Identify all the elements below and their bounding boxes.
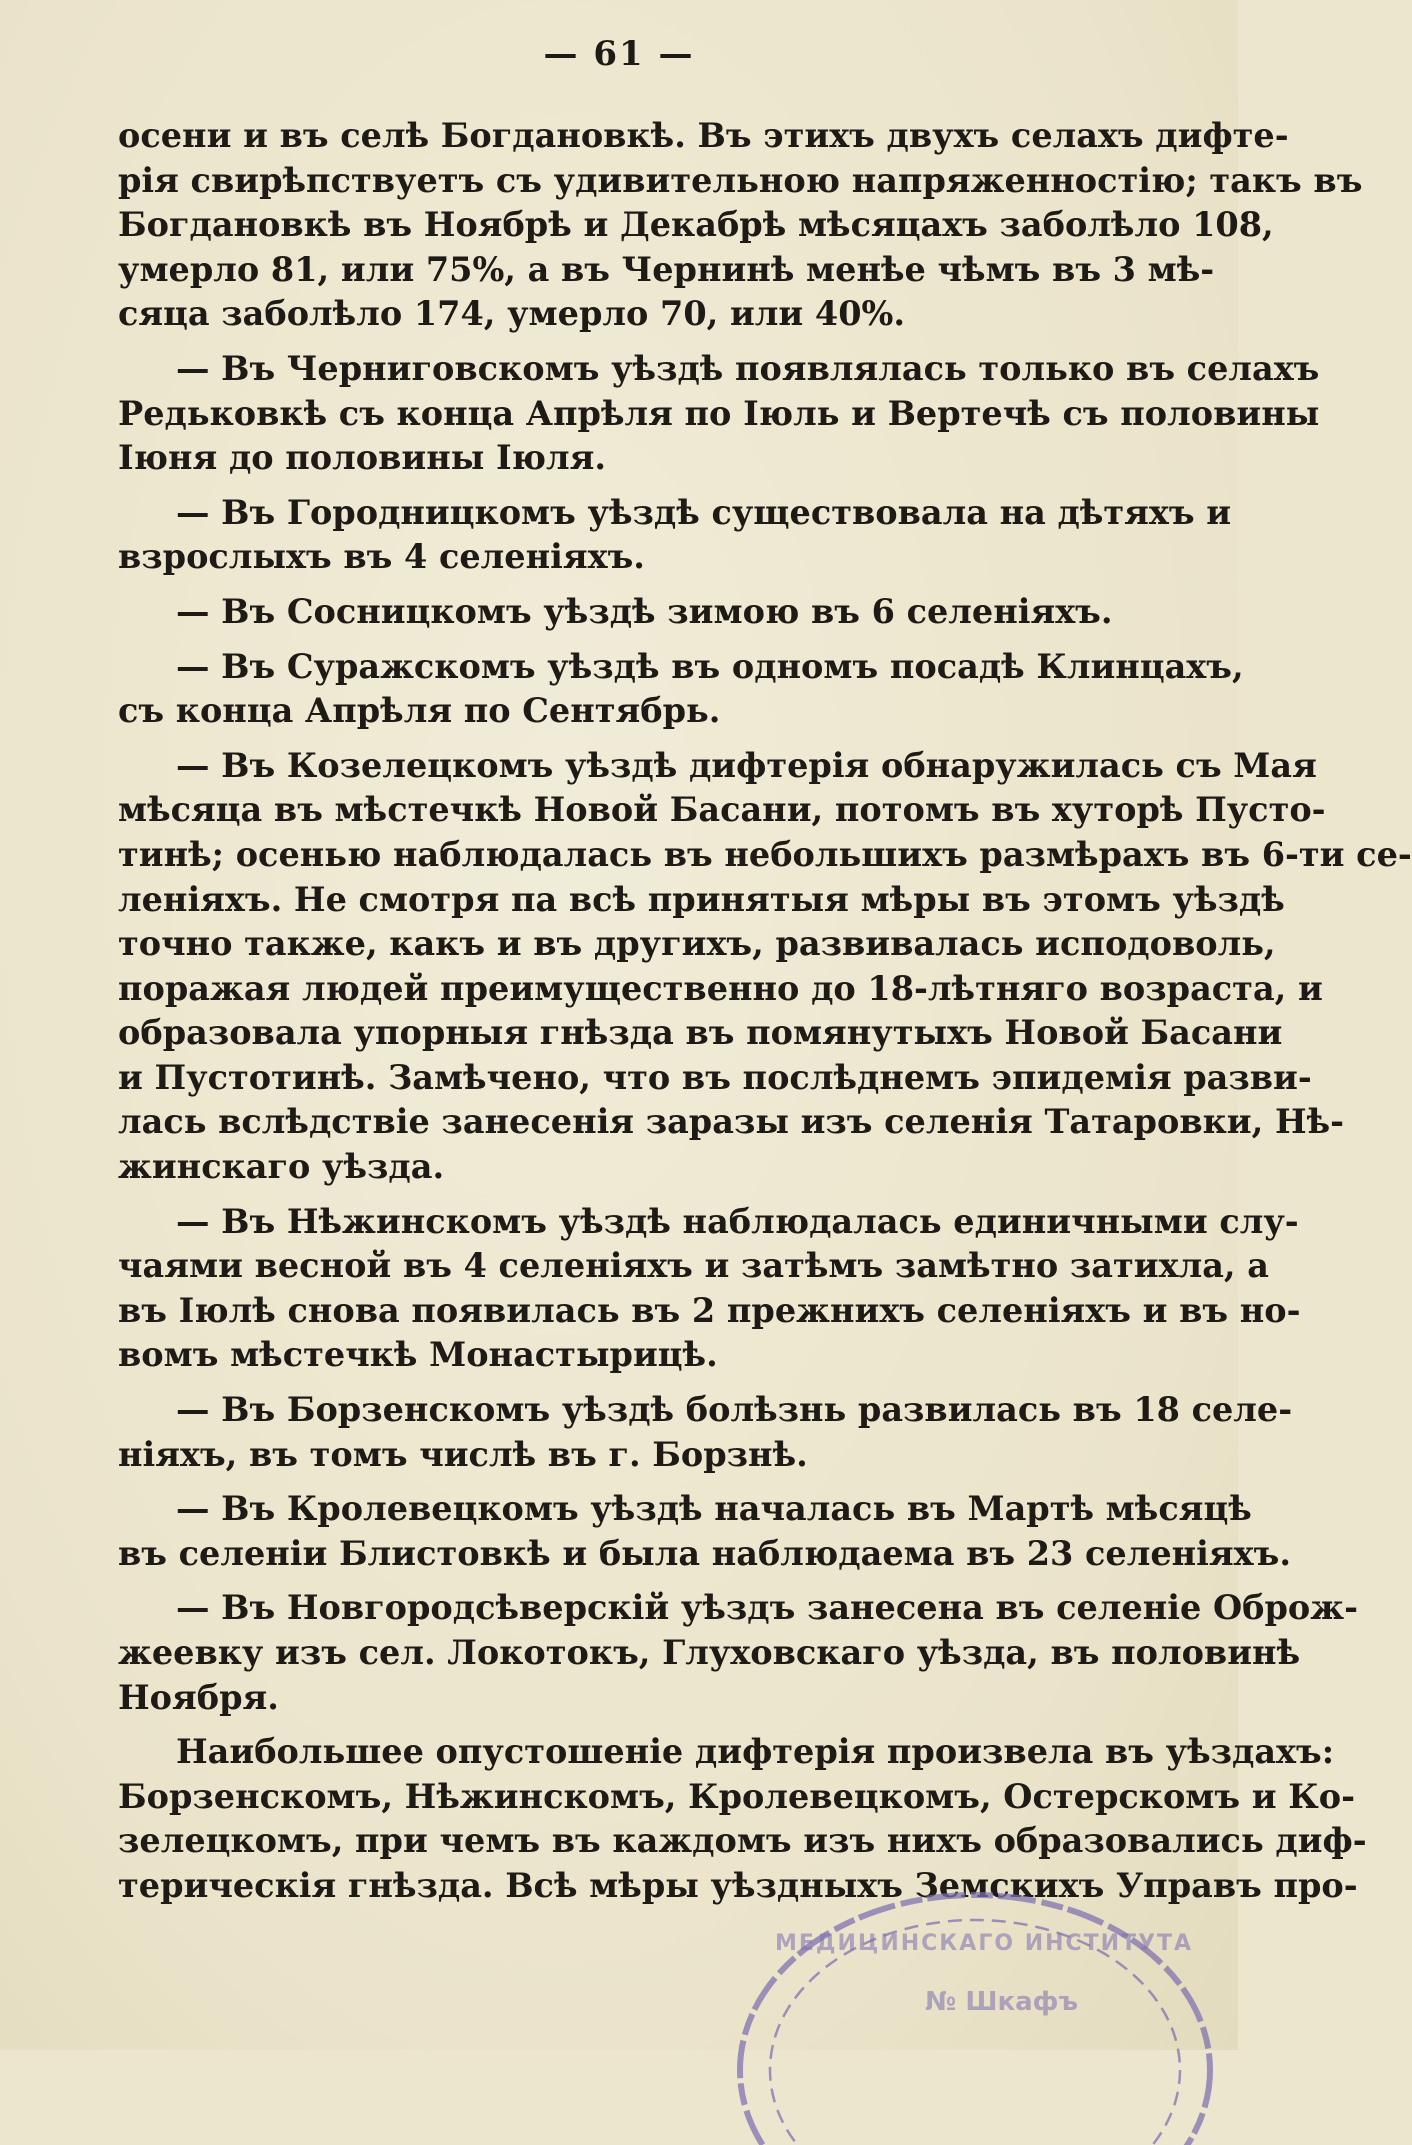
text-line: ніяхъ, въ томъ числѣ въ г. Борзнѣ. xyxy=(118,1434,808,1474)
text-line: жеевку изъ сел. Локотокъ, Глуховскаго уѣзда, въ половинѣ xyxy=(118,1633,1301,1672)
text-line: терическія гнѣзда. Всѣ мѣры уѣздныхъ Земскихъ Управъ про- xyxy=(118,1865,1358,1905)
text-line: лась вслѣдствіе занесенія заразы изъ селенія Татаровки, Нѣ- xyxy=(118,1102,1345,1142)
text-line: зелецкомъ, при чемъ въ каждомъ изъ нихъ образовались диф- xyxy=(118,1821,1367,1861)
paragraph xyxy=(118,1487,1291,1576)
text-line: Редьковкѣ съ конца Апрѣля по Іюль и Вертечѣ съ половины xyxy=(118,393,1320,433)
text-line: леніяхъ. Не смотря па всѣ принятыя мѣры въ этомъ уѣздѣ xyxy=(118,879,1285,919)
text-line: Іюня до половины Іюля. xyxy=(118,438,607,478)
page-number: — 61 — xyxy=(543,34,695,74)
text-line: — Въ Городницкомъ уѣздѣ существовала на дѣтяхъ и xyxy=(176,492,1232,532)
text-line: и Пустотинѣ. Замѣчено, что въ послѣднемъ эпидемія разви- xyxy=(118,1057,1312,1097)
stamp-text-inner: № Шкафъ xyxy=(925,1987,1078,2017)
paragraph xyxy=(118,114,1363,337)
text-line: осени и въ селѣ Богдановкѣ. Въ этихъ двухъ селахъ дифте- xyxy=(118,116,1289,155)
text-line: — Въ Борзенскомъ уѣздѣ болѣзнь развилась въ 18 селе- xyxy=(176,1390,1293,1430)
text-line: поражая людей преимущественно до 18-лѣтняго возраста, и xyxy=(118,968,1323,1008)
text-line: образовала упорныя гнѣзда въ помянутыхъ Новой Басани xyxy=(118,1013,1283,1053)
paragraph xyxy=(118,347,1320,481)
text-line: Борзенскомъ, Нѣжинскомъ, Кролевецкомъ, Остерскомъ и Ко- xyxy=(118,1776,1355,1816)
text-line: точно также, какъ и въ другихъ, развивалась исподоволь, xyxy=(118,924,1276,964)
library-stamp xyxy=(705,1845,1225,2145)
paragraph xyxy=(118,744,1412,1190)
text-line: умерло 81, или 75%, а въ Чернинѣ менѣе чѣмъ въ 3 мѣ- xyxy=(118,249,1215,289)
text-line: рія свирѣпствуетъ съ удивительною напряженностію; такъ въ xyxy=(118,160,1363,200)
text-line: чаями весной въ 4 селеніяхъ и затѣмъ замѣтно затихла, а xyxy=(118,1246,1269,1286)
paragraph xyxy=(118,590,1148,635)
body-text xyxy=(118,114,1412,1919)
text-line: въ Іюлѣ снова появилась въ 2 прежнихъ селеніяхъ и въ но- xyxy=(118,1290,1301,1330)
text-line: — Въ Черниговскомъ уѣздѣ появлялась только въ селахъ xyxy=(176,348,1320,388)
text-line: съ конца Апрѣля по Сентябрь. xyxy=(118,691,721,731)
stamp-lettering xyxy=(775,1931,1193,2017)
text-line: вомъ мѣстечкѣ Монастырицѣ. xyxy=(118,1335,718,1375)
text-line: въ селеніи Блистовкѣ и была наблюдаема въ 23 селеніяхъ. xyxy=(118,1533,1291,1573)
paragraph xyxy=(118,1200,1301,1378)
paragraph xyxy=(118,645,1244,734)
text-line: мѣсяца въ мѣстечкѣ Новой Басани, потомъ въ хуторѣ Пусто- xyxy=(118,790,1326,830)
text-line: — Въ Новгородсѣверскій уѣздъ занесена въ селеніе Оброж- xyxy=(176,1588,1358,1628)
text-line: тинѣ; осенью наблюдалась въ небольшихъ размѣрахъ въ 6-ти се- xyxy=(118,834,1412,874)
text-line: — Въ Суражскомъ уѣздѣ въ одномъ посадѣ Клинцахъ, xyxy=(176,646,1244,686)
text-line: сяца заболѣло 174, умерло 70, или 40%. xyxy=(118,294,906,334)
text-line: взрослыхъ въ 4 селеніяхъ. xyxy=(118,537,645,577)
text-line: жинскаго уѣзда. xyxy=(118,1147,445,1187)
text-line: — Въ Сосницкомъ уѣздѣ зимою въ 6 селеніяхъ. xyxy=(176,591,1113,631)
text-line: Наибольшее опустошеніе дифтерія произвела въ уѣздахъ: xyxy=(176,1732,1335,1772)
text-line: Богдановкѣ въ Ноябрѣ и Декабрѣ мѣсяцахъ заболѣло 108, xyxy=(118,205,1274,245)
paragraph xyxy=(118,1388,1293,1477)
paragraph xyxy=(118,1586,1358,1720)
text-line: Ноября. xyxy=(118,1677,279,1717)
text-line: — Въ Кролевецкомъ уѣздѣ началась въ Мартѣ мѣсяцѣ xyxy=(176,1489,1252,1529)
stamp-text-top: МЕДИЦИНСКАГО ИНСТИТУТА xyxy=(775,1931,1194,1956)
paragraph xyxy=(118,491,1232,580)
text-line: — Въ Козелецкомъ уѣздѣ дифтерія обнаружилась съ Мая xyxy=(176,745,1317,785)
text-line: — Въ Нѣжинскомъ уѣздѣ наблюдалась единичными слу- xyxy=(176,1201,1299,1241)
